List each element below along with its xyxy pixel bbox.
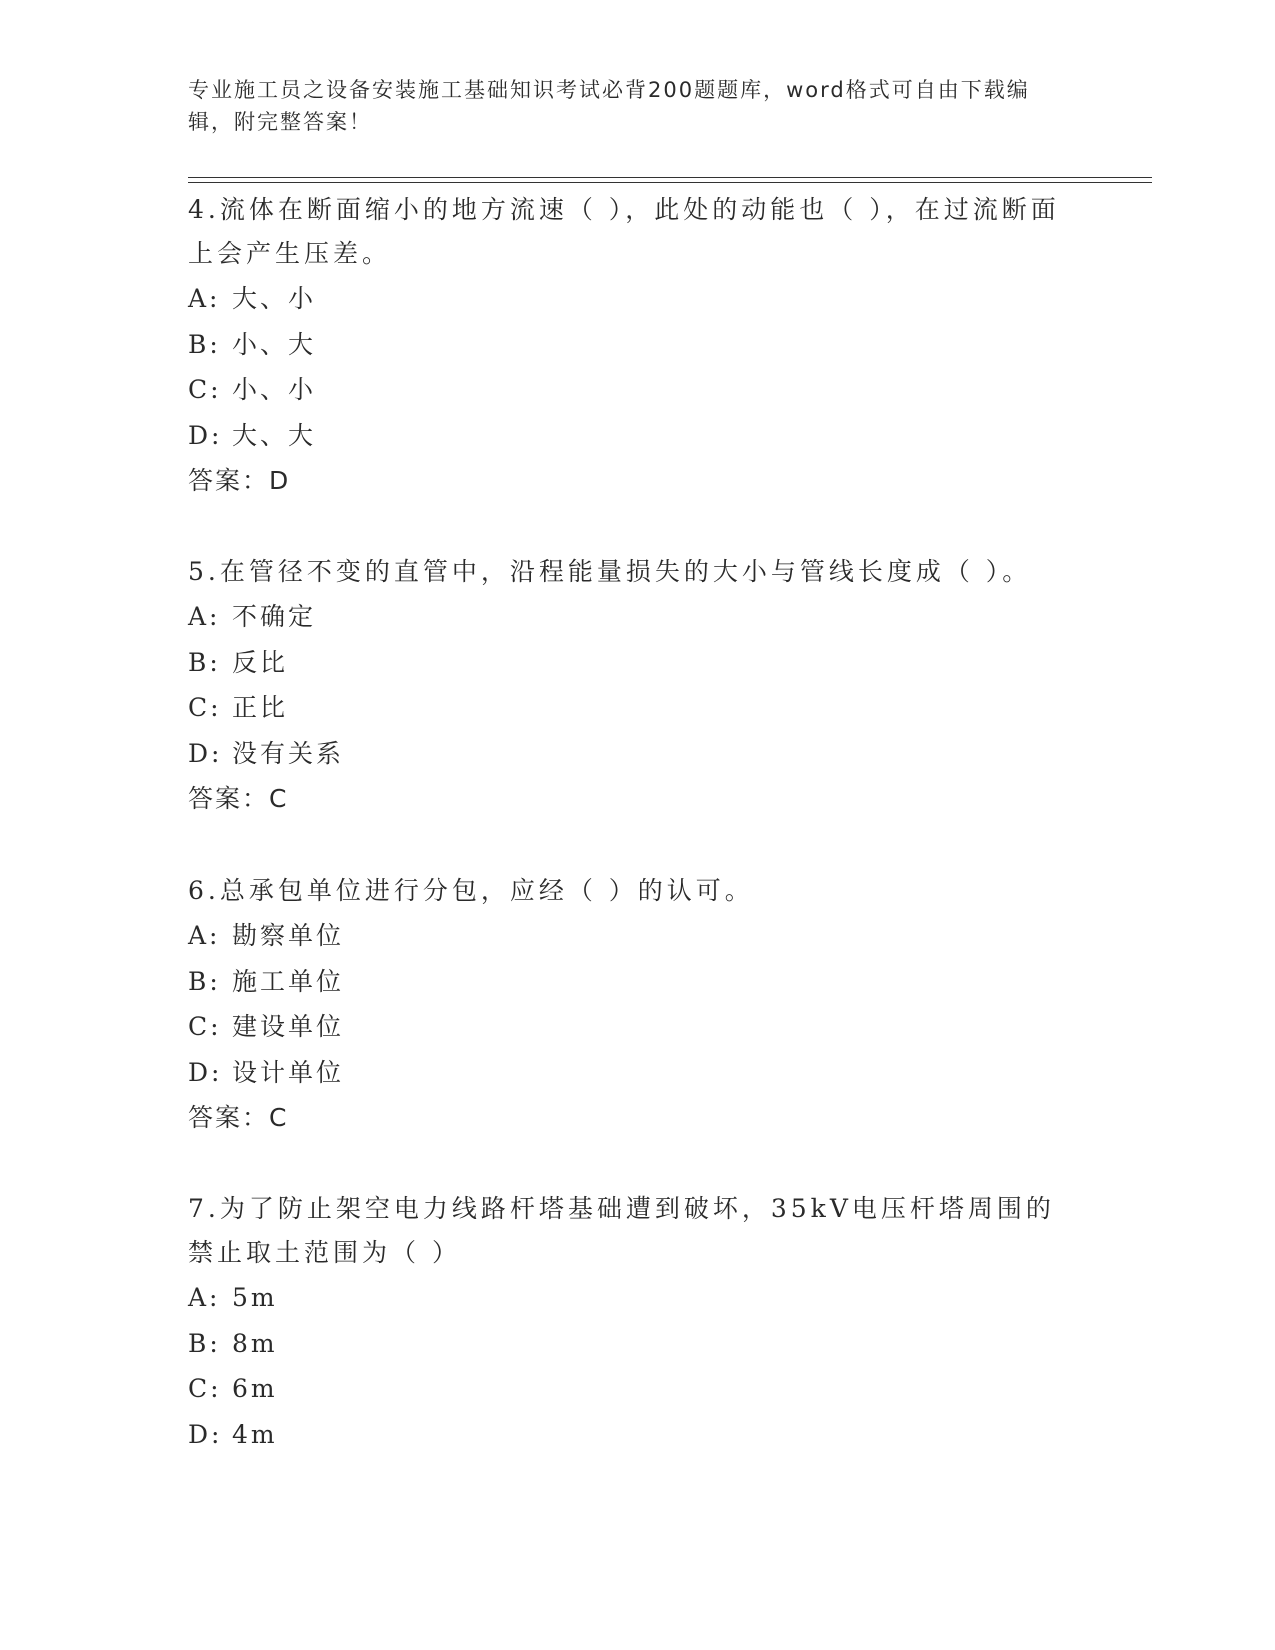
option-text: 建设单位 [232,1012,345,1041]
option-key: C: [188,1374,222,1403]
option-b [188,322,1068,368]
header-divider-bottom [188,182,1152,183]
question-4 [188,188,1068,504]
question-text: 5.在管径不变的直管中，沿程能量损失的大小与管线长度成（ ）。 [188,557,1032,586]
question-7 [188,1187,1068,1457]
option-text: 小、小 [232,375,317,404]
option-key: C: [188,375,222,404]
question-6 [188,869,1068,1141]
option-text: 大、小 [232,284,317,313]
option-d [188,1412,1068,1458]
option-key: A: [188,284,221,313]
option-a [188,276,1068,322]
option-a [188,594,1068,640]
option-text: 6m [232,1374,278,1403]
question-5 [188,550,1068,822]
question-text: 7.为了防止架空电力线路杆塔基础遭到破坏，35kV电压杆塔周围的禁止取土范围为（ ） [188,1194,1055,1267]
option-a [188,1275,1068,1321]
option-key: D: [188,738,223,768]
option-d [188,1050,1068,1096]
option-text: 正比 [232,693,289,722]
option-text: 反比 [232,647,289,677]
option-key: D: [188,420,223,450]
option-text: 4m [232,1419,278,1449]
option-key: D: [188,1057,223,1087]
option-key: A: [188,921,221,950]
option-text: 没有关系 [232,738,345,768]
option-text: 8m [232,1328,278,1358]
option-text: 5m [232,1283,278,1312]
option-key: A: [188,602,221,631]
option-b [188,959,1068,1005]
option-key: B: [188,966,221,996]
option-b [188,1321,1068,1367]
option-a [188,913,1068,959]
option-c [188,1004,1068,1050]
header-divider-top [188,177,1152,178]
option-text: 小、大 [232,329,317,359]
option-key: A: [188,1283,221,1312]
option-d [188,413,1068,459]
answer-line: 答案：D [188,466,291,495]
option-key: B: [188,647,221,677]
option-key: B: [188,329,221,359]
option-text: 大、大 [232,420,317,450]
option-c [188,1366,1068,1412]
question-text: 6.总承包单位进行分包，应经（ ）的认可。 [188,876,754,905]
option-text: 设计单位 [232,1057,345,1087]
option-text: 不确定 [232,602,317,631]
option-text: 勘察单位 [232,921,345,950]
document-header: 专业施工员之设备安装施工基础知识考试必背200题题库，word格式可自由下载编辑，附完整答案！ [188,78,1030,134]
option-key: C: [188,693,222,722]
option-c [188,367,1068,413]
option-key: C: [188,1012,222,1041]
option-key: D: [188,1419,223,1449]
option-text: 施工单位 [232,966,345,996]
option-d [188,731,1068,777]
option-b [188,640,1068,686]
option-key: B: [188,1328,221,1358]
answer-line: 答案：C [188,1103,289,1132]
option-c [188,685,1068,731]
question-text: 4.流体在断面缩小的地方流速（ ），此处的动能也（ ），在过流断面上会产生压差。 [188,195,1060,268]
answer-line: 答案：C [188,784,289,813]
